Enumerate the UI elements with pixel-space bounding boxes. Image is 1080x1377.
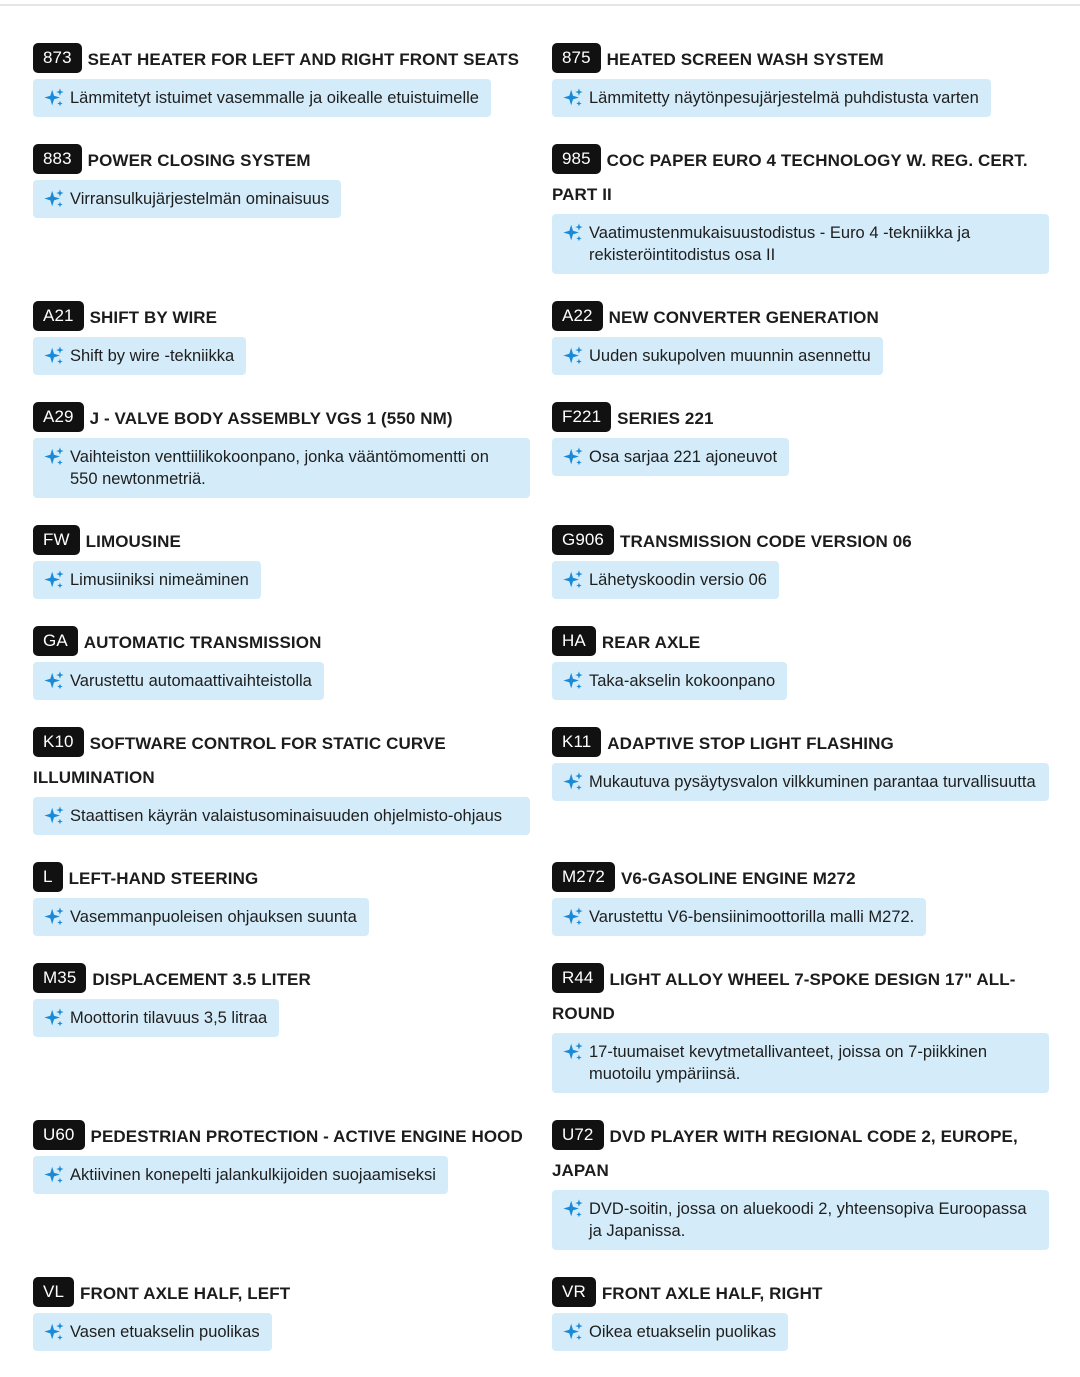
option-title: POWER CLOSING SYSTEM <box>87 151 311 171</box>
translation-text: Oikea etuakselin puolikas <box>589 1323 777 1342</box>
option-item <box>552 625 1049 726</box>
option-item <box>552 143 1049 300</box>
ai-translation <box>33 662 324 700</box>
option-header <box>33 401 530 435</box>
translation-text: Lämmitetty näytönpesujärjestelmä puhdistusta varten <box>589 89 979 108</box>
option-item <box>33 401 530 524</box>
option-header <box>552 962 1049 1030</box>
translation-text: Vaatimustenmukaisuustodistus - Euro 4 -tekniikka ja rekisteröintitodistus osa II <box>589 224 971 265</box>
translation-text: Osa sarjaa 221 ajoneuvot <box>589 448 778 467</box>
option-title: PEDESTRIAN PROTECTION - ACTIVE ENGINE HOOD <box>90 1127 523 1147</box>
ai-sparkle-icon <box>43 345 65 367</box>
ai-sparkle-icon <box>562 569 584 591</box>
ai-sparkle-icon <box>43 1007 65 1029</box>
option-header <box>552 401 1049 435</box>
option-item <box>33 962 530 1119</box>
translation-text: Varustettu V6-bensiinimoottorilla malli M272. <box>589 908 915 927</box>
ai-translation <box>33 337 246 375</box>
option-title: SEAT HEATER FOR LEFT AND RIGHT FRONT SEATS <box>87 50 520 70</box>
option-title: NEW CONVERTER GENERATION <box>608 308 879 328</box>
option-item <box>33 1119 530 1276</box>
option-header <box>552 861 1049 895</box>
option-header <box>552 300 1049 334</box>
ai-translation <box>552 1313 788 1351</box>
translation-text: Vasen etuakselin puolikas <box>70 1323 260 1342</box>
ai-sparkle-icon <box>43 1321 65 1343</box>
option-item <box>552 1119 1049 1276</box>
ai-translation <box>552 1033 1049 1093</box>
option-item <box>33 625 530 726</box>
option-code-badge: G906 <box>552 525 614 555</box>
ai-translation <box>552 438 789 476</box>
option-header <box>33 42 530 76</box>
translation-text: Vaihteiston venttiilikokoonpano, jonka vääntömomentti on 550 newtonmetriä. <box>70 448 489 489</box>
option-header <box>33 1119 530 1153</box>
option-code-badge: U72 <box>552 1120 604 1150</box>
translation-text: Uuden sukupolven muunnin asennettu <box>589 347 871 366</box>
option-header <box>552 524 1049 558</box>
option-title: REAR AXLE <box>601 633 701 653</box>
translation-text: Shift by wire -tekniikka <box>70 347 235 366</box>
option-item <box>552 962 1049 1119</box>
ai-sparkle-icon <box>43 906 65 928</box>
option-code-badge: A29 <box>33 402 84 432</box>
option-item <box>33 42 530 143</box>
option-code-badge: A21 <box>33 301 84 331</box>
option-header <box>33 524 530 558</box>
option-title: TRANSMISSION CODE VERSION 06 <box>620 532 912 552</box>
option-item <box>552 1276 1049 1377</box>
option-header <box>33 962 530 996</box>
option-item <box>552 401 1049 524</box>
option-code-badge: R44 <box>552 963 604 993</box>
ai-translation <box>33 561 261 599</box>
ai-translation <box>33 79 491 117</box>
ai-translation <box>33 1313 272 1351</box>
option-title: V6-GASOLINE ENGINE M272 <box>620 869 856 889</box>
translation-text: Lämmitetyt istuimet vasemmalle ja oikealle etuistuimelle <box>70 89 479 108</box>
option-item <box>33 300 530 401</box>
ai-translation <box>552 561 779 599</box>
option-title: DISPLACEMENT 3.5 LITER <box>92 970 311 990</box>
option-header <box>33 726 530 794</box>
ai-sparkle-icon <box>43 87 65 109</box>
option-header <box>33 300 530 334</box>
ai-translation <box>552 79 991 117</box>
ai-translation <box>552 1190 1049 1250</box>
ai-sparkle-icon <box>562 906 584 928</box>
ai-translation <box>552 337 883 375</box>
ai-sparkle-icon <box>562 670 584 692</box>
ai-translation <box>552 214 1049 274</box>
option-code-badge: K11 <box>552 727 601 757</box>
option-code-badge: A22 <box>552 301 603 331</box>
ai-translation <box>33 898 369 936</box>
option-header <box>552 143 1049 211</box>
option-item <box>33 1276 530 1377</box>
option-code-badge: M35 <box>33 963 86 993</box>
ai-sparkle-icon <box>43 805 65 827</box>
option-title: DVD PLAYER WITH REGIONAL CODE 2, EUROPE, JAPAN <box>552 1127 1018 1181</box>
option-title: LIMOUSINE <box>85 532 181 552</box>
translation-text: Varustettu automaattivaihteistolla <box>70 672 312 691</box>
option-item <box>552 42 1049 143</box>
option-header <box>552 625 1049 659</box>
option-title: ADAPTIVE STOP LIGHT FLASHING <box>607 734 894 754</box>
option-code-badge: HA <box>552 626 596 656</box>
ai-translation <box>33 180 341 218</box>
option-item <box>552 524 1049 625</box>
ai-sparkle-icon <box>562 345 584 367</box>
option-title: FRONT AXLE HALF, RIGHT <box>601 1284 823 1304</box>
option-code-badge: 873 <box>33 43 82 73</box>
option-header <box>33 1276 530 1310</box>
option-header <box>33 143 530 177</box>
ai-sparkle-icon <box>43 446 65 468</box>
option-title: HEATED SCREEN WASH SYSTEM <box>606 50 884 70</box>
ai-translation <box>33 999 279 1037</box>
option-item <box>552 300 1049 401</box>
option-header <box>33 625 530 659</box>
option-header <box>33 861 530 895</box>
option-item <box>33 726 530 861</box>
ai-sparkle-icon <box>43 1164 65 1186</box>
option-code-badge: 985 <box>552 144 601 174</box>
option-code-badge: F221 <box>552 402 611 432</box>
ai-sparkle-icon <box>43 569 65 591</box>
option-code-badge: VL <box>33 1277 74 1307</box>
option-item <box>33 524 530 625</box>
ai-sparkle-icon <box>43 670 65 692</box>
option-header <box>552 726 1049 760</box>
ai-translation <box>33 1156 448 1194</box>
option-title: LEFT-HAND STEERING <box>68 869 259 889</box>
option-code-badge: K10 <box>33 727 84 757</box>
ai-translation <box>552 662 787 700</box>
ai-translation <box>552 763 1049 801</box>
option-code-badge: VR <box>552 1277 596 1307</box>
option-code-badge: 883 <box>33 144 82 174</box>
translation-text: Virransulkujärjestelmän ominaisuus <box>70 190 330 209</box>
option-item <box>33 143 530 300</box>
translation-text: Taka-akselin kokoonpano <box>589 672 776 691</box>
translation-text: Aktiivinen konepelti jalankulkijoiden suojaamiseksi <box>70 1166 436 1185</box>
translation-text: Mukautuva pysäytysvalon vilkkuminen parantaa turvallisuutta <box>589 773 1036 792</box>
ai-translation <box>552 898 926 936</box>
option-title: SOFTWARE CONTROL FOR STATIC CURVE ILLUMINATION <box>33 734 446 788</box>
option-code-badge: FW <box>33 525 80 555</box>
option-code-badge: 875 <box>552 43 601 73</box>
option-item <box>552 726 1049 861</box>
option-header <box>552 1276 1049 1310</box>
option-code-badge: M272 <box>552 862 615 892</box>
option-header <box>552 1119 1049 1187</box>
ai-translation <box>33 797 530 835</box>
option-code-badge: GA <box>33 626 78 656</box>
option-code-badge: U60 <box>33 1120 85 1150</box>
option-item <box>33 861 530 962</box>
translation-text: Moottorin tilavuus 3,5 litraa <box>70 1009 268 1028</box>
option-title: SHIFT BY WIRE <box>89 308 218 328</box>
option-title: AUTOMATIC TRANSMISSION <box>83 633 322 653</box>
ai-sparkle-icon <box>562 1321 584 1343</box>
option-title: SERIES 221 <box>617 409 714 429</box>
ai-sparkle-icon <box>562 222 584 244</box>
top-divider <box>0 4 1080 6</box>
option-header <box>552 42 1049 76</box>
translation-text: Staattisen käyrän valaistusominaisuuden ohjelmisto-ohjaus <box>70 807 502 826</box>
ai-sparkle-icon <box>562 87 584 109</box>
option-code-list <box>33 42 1049 1377</box>
translation-text: Lähetyskoodin versio 06 <box>589 571 767 590</box>
ai-sparkle-icon <box>43 188 65 210</box>
ai-sparkle-icon <box>562 1041 584 1063</box>
ai-sparkle-icon <box>562 1198 584 1220</box>
option-code-badge: L <box>33 862 63 892</box>
option-title: FRONT AXLE HALF, LEFT <box>80 1284 291 1304</box>
translation-text: Vasemmanpuoleisen ohjauksen suunta <box>70 908 357 927</box>
ai-translation <box>33 438 530 498</box>
option-title: COC PAPER EURO 4 TECHNOLOGY W. REG. CERT. PART II <box>552 151 1028 205</box>
translation-text: Limusiiniksi nimeäminen <box>70 571 249 590</box>
option-title: LIGHT ALLOY WHEEL 7-SPOKE DESIGN 17" ALL-ROUND <box>552 970 1016 1024</box>
ai-sparkle-icon <box>562 446 584 468</box>
translation-text: 17-tuumaiset kevytmetallivanteet, joissa on 7-piikkinen muotoilu ympäriinsä. <box>589 1043 988 1084</box>
ai-sparkle-icon <box>562 771 584 793</box>
option-title: J - VALVE BODY ASSEMBLY VGS 1 (550 NM) <box>89 409 453 429</box>
translation-text: DVD-soitin, jossa on aluekoodi 2, yhteensopiva Euroopassa ja Japanissa. <box>589 1200 1027 1241</box>
option-item <box>552 861 1049 962</box>
